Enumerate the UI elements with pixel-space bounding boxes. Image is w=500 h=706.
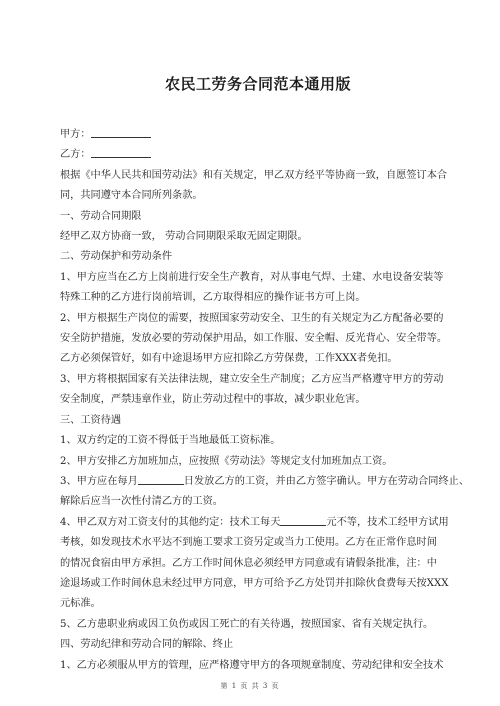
party-b-label: 乙方： <box>60 149 91 161</box>
daily-wage-blank <box>280 514 326 526</box>
intro-line-1: 根据《中华人民共和国劳动法》和有关规定，甲乙双方经平等协商一致，自愿签订本合 <box>60 169 448 181</box>
section-2-item-2-line-3: 乙方必须保管好，如有中途退场甲方应扣除乙方劳保费，工作XXX者免扣。 <box>60 353 398 365</box>
section-3-heading: 三、工资待遇 <box>60 414 122 426</box>
section-2-heading: 二、劳动保护和劳动条件 <box>60 251 173 263</box>
section-3-item-4-line-2: 考核，如发现技术水平达不到施工要求工资另定或当力工使用。乙方在正常作息时间 <box>60 537 437 549</box>
section-3-item-3-text-a: 3、甲方应在每月 <box>60 475 138 487</box>
section-1-heading: 一、劳动合同期限 <box>60 210 142 222</box>
section-4-heading: 四、劳动纪律和劳动合同的解除、终止 <box>60 639 234 651</box>
section-3-item-4-text-b: 元不等，技术工经甲方试用 <box>326 516 449 528</box>
section-3-item-4-line-4: 途退场或工作时间休息未经过甲方同意，甲方可给予乙方处罚并扣除伙食费每天按XXX <box>60 577 449 589</box>
party-a-blank <box>91 126 151 138</box>
section-3-item-2: 2、甲方安排乙方加班加点，应按照《劳动法》等规定支付加班加点工资。 <box>60 455 393 467</box>
party-a-label: 甲方： <box>60 129 91 140</box>
section-2-item-2-line-2: 安全防护措施，发放必要的劳动保护用品，如工作服、安全帽、反光背心、安全带等。 <box>60 333 448 345</box>
section-3-item-1: 1、双方约定的工资不得低于当地最低工资标准。 <box>60 435 281 447</box>
party-b-blank <box>91 146 151 158</box>
section-3-item-3-line-1 <box>60 472 470 492</box>
section-2-item-3-line-1: 3、甲方将根据国家有关法律法规，建立安全生产制度；乙方应当严格遵守甲方的劳动 <box>60 373 444 385</box>
section-3-item-4-line-3: 的情况食宿由甲方承担。乙方工作时间休息必须经甲方同意或有请假条批准，注：中 <box>60 557 437 569</box>
section-2-item-1-line-2: 特殊工种的乙方进行岗前培训，乙方取得相应的操作证书方可上岗。 <box>60 292 366 304</box>
section-3-item-3-line-2: 解除后应当一次性付清乙方的工资。 <box>60 496 223 508</box>
section-3-item-4-line-1 <box>60 513 456 533</box>
party-a-line <box>60 125 456 145</box>
section-3-item-3-text-b: 日发放乙方的工资，并由乙方签字确认。甲方在劳动合同终止、 <box>183 475 470 487</box>
section-4-item-1-line-1: 1、乙方必须服从甲方的管理，应严格遵守甲方的各项规章制度、劳动纪律和安全技术 <box>60 659 444 671</box>
section-2-item-3-line-2: 安全制度，严禁违章作业，防止劳动过程中的事故，减少职业危害。 <box>60 394 366 406</box>
section-3-item-4-line-5: 元标准。 <box>60 598 101 610</box>
intro-line-2: 同，共同遵守本合同所列条款。 <box>60 190 203 202</box>
section-2-item-1-line-1: 1、甲方应当在乙方上岗前进行安全生产教育，对从事电气焊、土建、水电设备安装等 <box>60 271 444 283</box>
section-1-body: 经甲乙双方协商一致， 劳动合同期限采取无固定期限。 <box>60 231 308 243</box>
party-b-line <box>60 145 456 165</box>
section-3-item-5: 5、乙方患职业病或因工负伤或因工死亡的有关待遇，按照国家、省有关规定执行。 <box>60 618 434 630</box>
page-footer: 第 1 页 共 3 页 <box>220 682 280 690</box>
section-2-item-2-line-1: 2、甲方根据生产岗位的需要，按照国家劳动安全、卫生的有关规定为乙方配备必要的 <box>60 312 444 324</box>
section-3-item-4-text-a: 4、甲乙双方对工资支付的其他约定：技术工每天 <box>60 516 281 528</box>
document-title: 农民工劳务合同范本通用版 <box>164 75 351 93</box>
pay-day-blank <box>138 473 184 485</box>
